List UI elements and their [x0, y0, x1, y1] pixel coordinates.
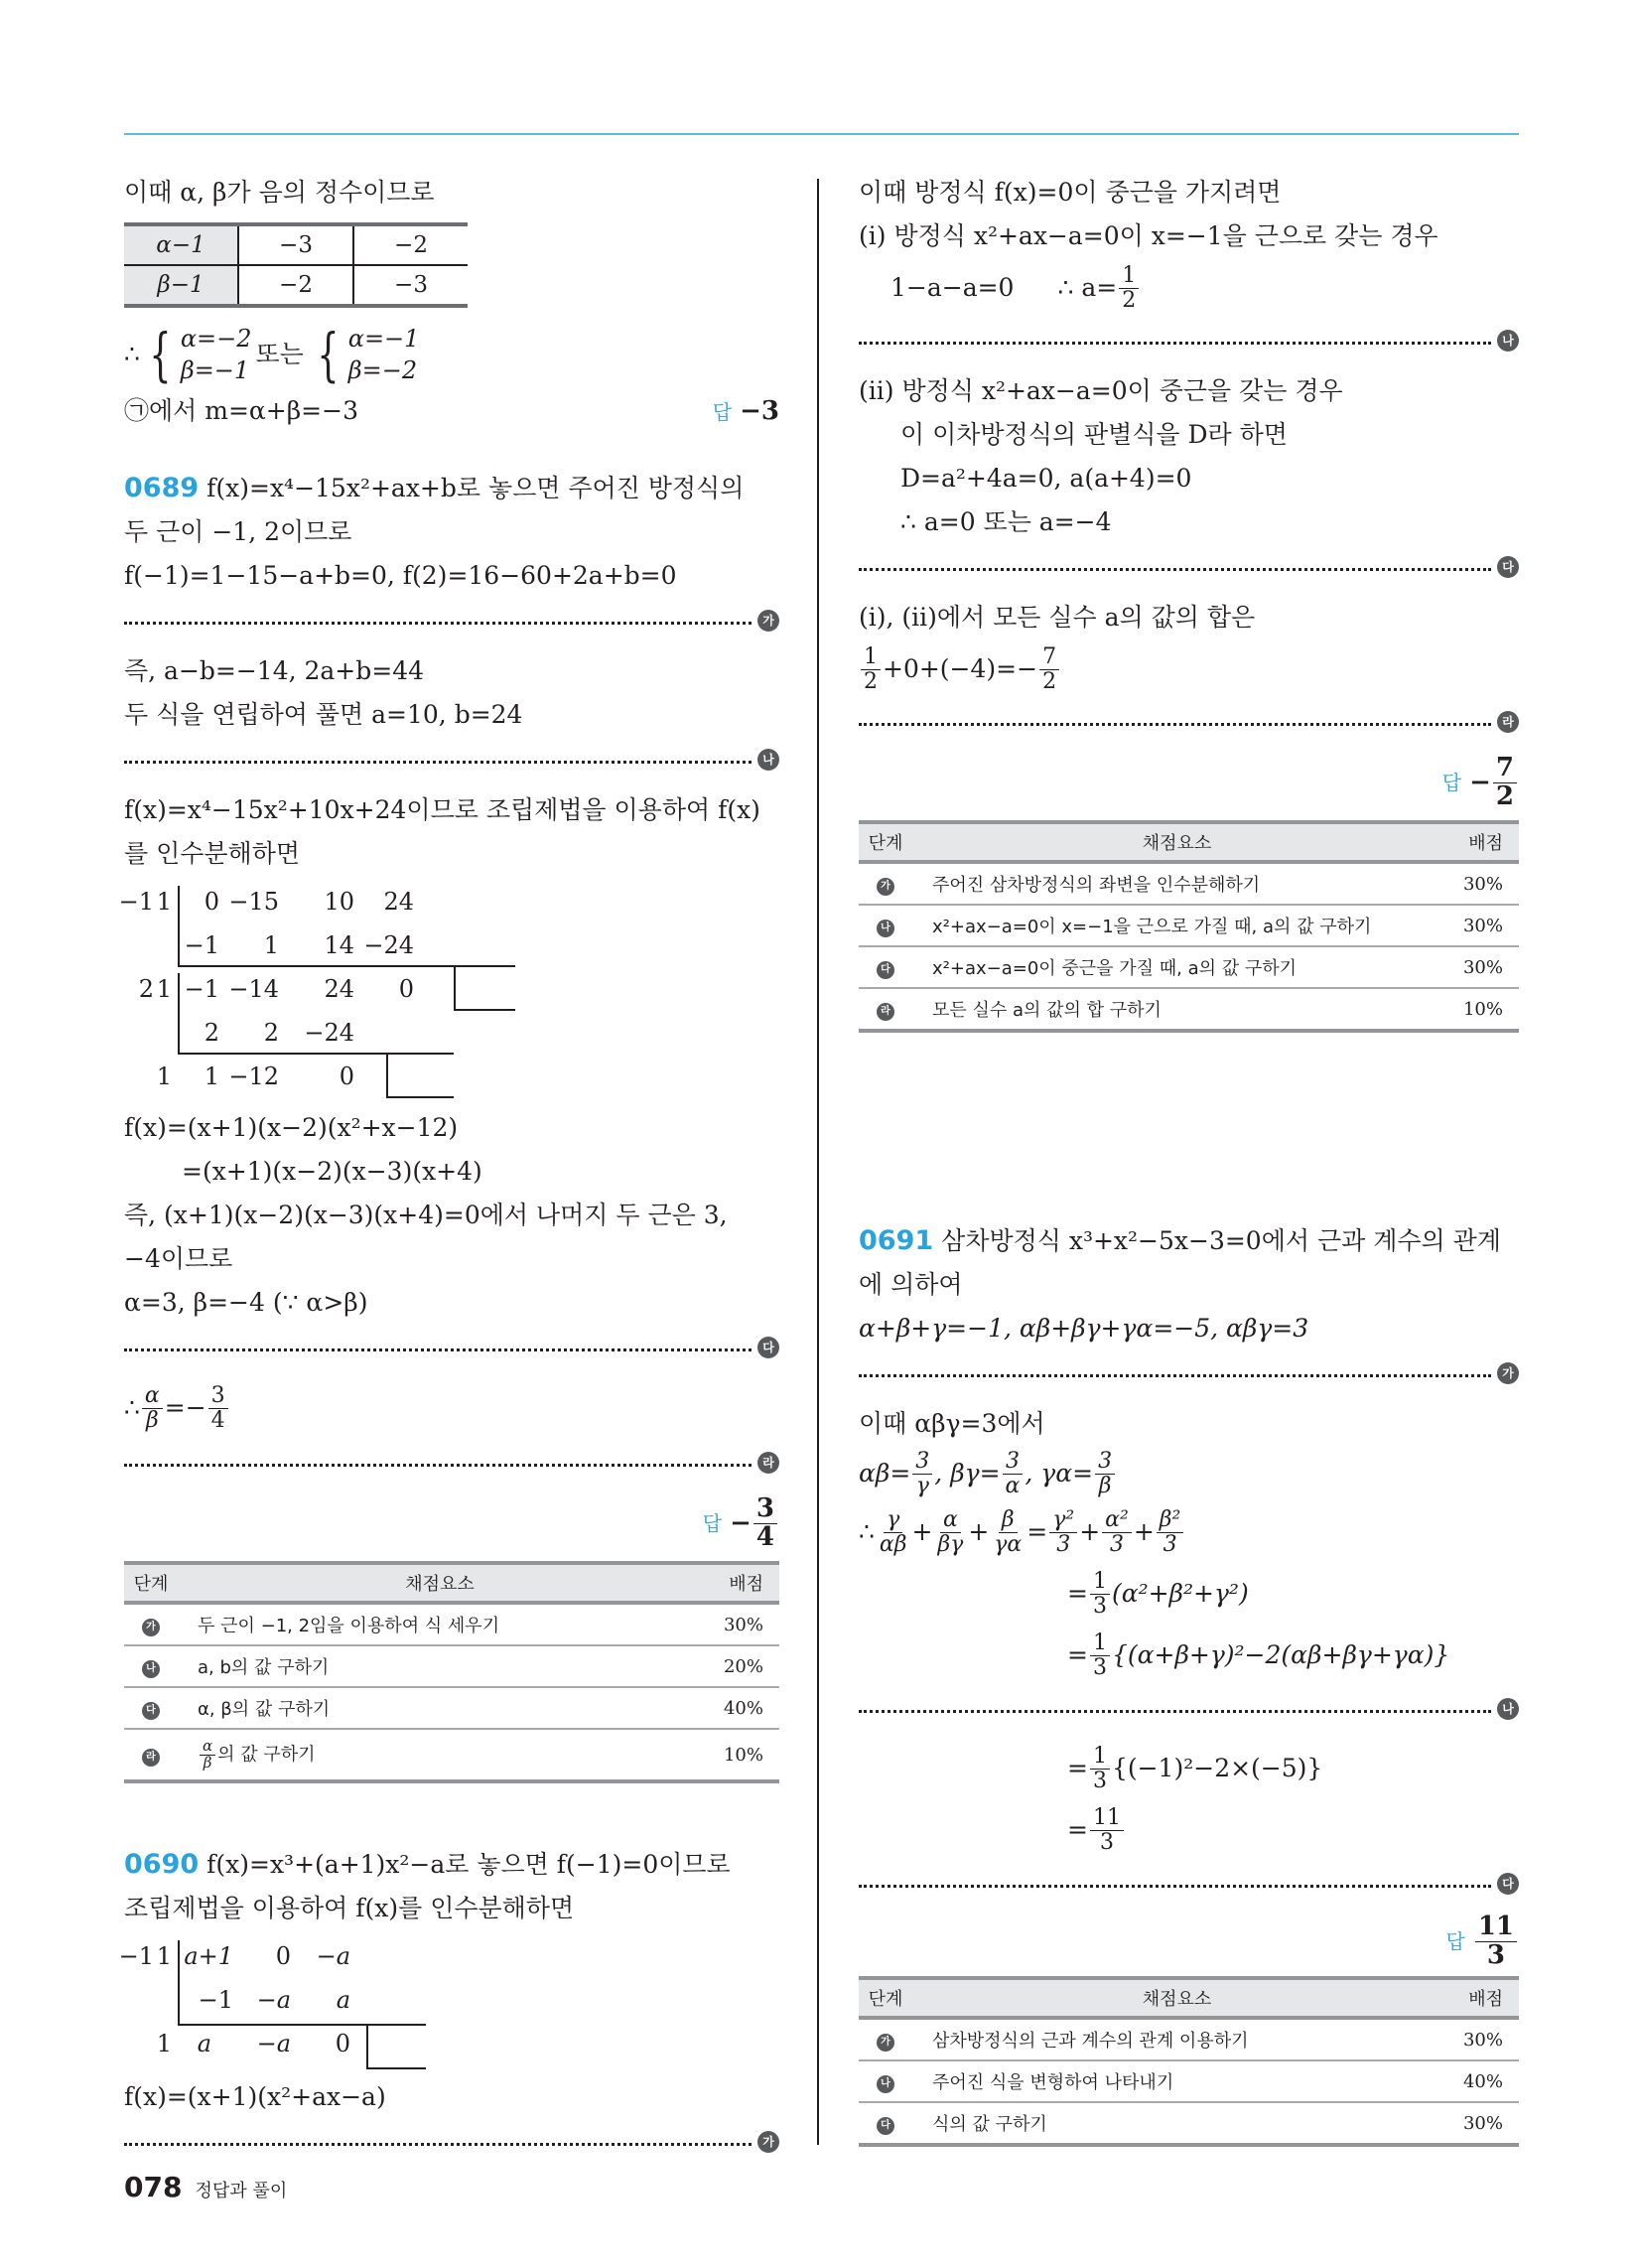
step-na-icon: 나 [877, 920, 894, 937]
table-row: 가 두 근이 −1, 2임을 이용하여 식 세우기 30% [124, 1603, 779, 1645]
text-line: 즉, (x+1)(x−2)(x−3)(x+4)=0에서 나머지 두 근은 3, [124, 1201, 728, 1229]
step-divider [859, 711, 1519, 737]
answer-0689: 답 − $\frac{3}{4}$ [124, 1491, 779, 1555]
step-ga-icon: 가 [877, 878, 894, 896]
equation-line: D=a²+4a=0, a(a+4)=0 [900, 464, 1192, 493]
table-row: α−1 −3 −2 [124, 224, 468, 265]
equation-line: = $\frac{1}{3}$ (α²+β²+γ²) [1067, 1569, 1249, 1619]
table-row: 가 주어진 삼차방정식의 좌변을 인수분해하기 30% [859, 862, 1519, 905]
text-line: 에 의하여 [859, 1270, 963, 1299]
step-ra-icon: 라 [1497, 711, 1519, 733]
step-ga-icon: 가 [757, 610, 779, 632]
step-da-icon: 다 [757, 1337, 779, 1358]
case-i: (i) 방정식 x²+ax−a=0이 x=−1을 근으로 갖는 경우 [859, 221, 1438, 250]
step-da-icon: 다 [142, 1702, 160, 1720]
step-divider [124, 1337, 779, 1362]
system-line: ∴ { α=−2 β=−1 또는 { α=−1 β=−2 [124, 321, 420, 388]
step-na-icon: 나 [877, 2075, 894, 2093]
text-line: 이 이차방정식의 판별식을 D라 하면 [900, 420, 1288, 449]
table-row: 라 모든 실수 a의 값의 합 구하기 10% [859, 988, 1519, 1031]
answer-0690: 답 − $\frac{7}{2}$ [859, 751, 1519, 814]
equation-line: α=3, β=−4 (∵ α>β) [124, 1288, 368, 1317]
problem-number: 0690 [124, 1849, 200, 1880]
step-da-icon: 다 [877, 2117, 894, 2135]
sum-fraction-line: ∴ $\frac{\gamma}{\alpha\beta}$ + $\frac{\alpha}{\beta\gamma}$ + $\frac{\beta}{\gamma\alpha}$ = $\frac{\text{γ²}}{3}$ + $\frac{\text{α²}}{3}$ + $\frac{\text{β²}}{3}$ [859, 1501, 1519, 1563]
text-line: (i), (ii)에서 모든 실수 a의 값의 합은 [859, 603, 1256, 632]
step-ga-icon: 가 [1497, 1362, 1519, 1384]
step-divider [859, 1362, 1519, 1388]
reciprocal-line: αβ= $\frac{3}{\gamma}$ , βγ= $\frac{3}{\alpha}$ , γα= $\frac{3}{\beta}$ [859, 1446, 1519, 1501]
step-ga-icon: 가 [757, 2131, 779, 2153]
text-line: −4이므로 [124, 1244, 233, 1273]
step-na-icon: 나 [1497, 330, 1519, 352]
page-footer [124, 2171, 287, 2203]
column-divider [817, 179, 819, 2145]
m-line: ㉠에서 m=α+β=−3 답 −3 [124, 389, 779, 433]
problem-number: 0689 [124, 473, 200, 503]
answer-0691: 답 $\frac{11}{3}$ [859, 1913, 1519, 1970]
step-divider [859, 330, 1519, 355]
text-line: f(x)=x⁴−15x²+10x+24이므로 조립제법을 이용하여 f(x) [124, 795, 760, 824]
answer-prev: 답 −3 [712, 396, 779, 426]
ratio-line: ∴ $\frac{\alpha}{\beta}$ =− $\frac{3}{4}$ [124, 1376, 779, 1440]
table-row: 가 삼차방정식의 근과 계수의 관계 이용하기 30% [859, 2018, 1519, 2060]
step-divider [124, 749, 779, 775]
case-ii: (ii) 방정식 x²+ax−a=0이 중근을 갖는 경우 [859, 376, 1343, 405]
text-line: 두 식을 연립하여 풀면 a=10, b=24 [124, 700, 523, 729]
step-na-icon: 나 [757, 749, 779, 771]
table-row: 다 x²+ax−a=0이 중근을 가질 때, a의 값 구하기 30% [859, 946, 1519, 988]
grading-table-0691: 단계 채점요소 배점 가 삼차방정식의 근과 계수의 관계 이용하기 30% 나 주어진 식을 변형하여 나타내기 40% 다 식의 값 구하기 30% [859, 1976, 1519, 2147]
problem-number: 0691 [859, 1225, 934, 1256]
table-row: β−1 −2 −3 [124, 265, 468, 306]
equation-line: ∴ a=0 또는 a=−4 [900, 507, 1112, 536]
system-2: { α=−1 β=−2 [317, 321, 420, 388]
step-ra-icon: 라 [877, 1003, 894, 1021]
table-row: 다 α, β의 값 구하기 40% [124, 1687, 779, 1729]
text-line: 두 근이 −1, 2이므로 [124, 517, 352, 546]
table-row: 나 a, b의 값 구하기 20% [124, 1645, 779, 1687]
equation-line: f(x)=(x+1)(x−2)(x²+x−12) [124, 1113, 459, 1142]
equation-line: f(−1)=1−15−a+b=0, f(2)=16−60+2a+b=0 [124, 561, 677, 590]
table-row: 다 식의 값 구하기 30% [859, 2102, 1519, 2145]
equation-line: = $\frac{1}{3}$ {(α+β+γ)²−2(αβ+βγ+γα)} [1067, 1630, 1450, 1680]
header-rule [124, 133, 1519, 135]
problem-0690-line1: 0690 f(x)=x³+(a+1)x²−a로 놓으면 f(−1)=0이므로 [124, 1849, 731, 1880]
page-number: 078 [124, 2171, 183, 2203]
equation-line: α+β+γ=−1, αβ+βγ+γα=−5, αβγ=3 [859, 1314, 1309, 1343]
equation-line: f(x)=(x+1)(x²+ax−a) [124, 2082, 386, 2111]
problem-0691-line1: 0691 삼차방정식 x³+x²−5x−3=0에서 근과 계수의 관계 [859, 1225, 1501, 1256]
left-column [118, 171, 779, 2171]
text-line: 조립제법을 이용하여 f(x)를 인수분해하면 [124, 1894, 575, 1922]
equation-line: = $\frac{11}{3}$ [859, 1799, 1519, 1861]
step-da-icon: 다 [877, 961, 894, 979]
synthetic-division-0689: −1 1 0 −15 10 24 −1 1 14 −24 2 1 −1 −14 24 0 2 2 −24 1 1 −12 0 [124, 880, 779, 1098]
problem-0689-line1: 0689 f(x)=x⁴−15x²+ax+b로 놓으면 주어진 방정식의 [124, 473, 745, 503]
step-divider [124, 610, 779, 636]
table-row: 라 $\frac{\alpha}{\beta}$ 의 값 구하기 10% [124, 1729, 779, 1781]
step-divider [124, 1452, 779, 1478]
step-ga-icon: 가 [877, 2034, 894, 2052]
step-na-icon: 나 [142, 1660, 160, 1678]
step-da-icon: 다 [1497, 556, 1519, 578]
text-line: 이때 방정식 f(x)=0이 중근을 가지려면 [859, 178, 1282, 207]
step-na-icon: 나 [1497, 1698, 1519, 1720]
step-ga-icon: 가 [142, 1619, 160, 1636]
equation-line: =(x+1)(x−2)(x−3)(x+4) [182, 1157, 482, 1186]
step-ra-icon: 라 [142, 1749, 160, 1767]
step-ra-icon: 라 [757, 1452, 779, 1474]
table-row: 나 x²+ax−a=0이 x=−1을 근으로 가질 때, a의 값 구하기 30% [859, 905, 1519, 946]
table-row: 나 주어진 식을 변형하여 나타내기 40% [859, 2060, 1519, 2102]
text-line: 이때 αβγ=3에서 [859, 1409, 1045, 1438]
grading-table-0690: 단계 채점요소 배점 가 주어진 삼차방정식의 좌변을 인수분해하기 30% 나 x²+ax−a=0이 x=−1을 근으로 가질 때, a의 값 구하기 30% 다 x²+ax−a=0이 중근을 가질 때, a의 값 구하기 30% 라 모든 실수 a의 값의 합 구하기 10% [859, 820, 1519, 1033]
step-divider [859, 1698, 1519, 1724]
equation-line: = $\frac{1}{3}$ {(−1)²−2×(−5)} [1067, 1744, 1323, 1793]
step-divider [124, 2131, 779, 2157]
equation-line: 즉, a−b=−14, 2a+b=44 [124, 656, 425, 685]
synthetic-division-0690: −1 1 a+1 0 −a −1 −a a 1 a −a 0 [124, 1934, 779, 2069]
step-divider [859, 556, 1519, 582]
right-column [859, 171, 1519, 2147]
value-table [124, 222, 468, 308]
text-line: 를 인수분해하면 [124, 839, 300, 868]
sum-line: $\frac{1}{2}$ +0+(−4)=− $\frac{7}{2}$ [859, 639, 1519, 699]
grading-table-0689: 단계 채점요소 배점 가 두 근이 −1, 2임을 이용하여 식 세우기 30% 나 a, b의 값 구하기 20% 다 α, β의 값 구하기 40% 라 $\frac{\alpha}{\beta}$ 의 값 구하기 10% [124, 1561, 779, 1783]
system-1: { α=−2 β=−1 [149, 321, 252, 388]
step-da-icon: 다 [1497, 1873, 1519, 1895]
intro-text: 이때 α, β가 음의 정수이므로 [124, 178, 435, 207]
section-title: 정답과 풀이 [195, 2181, 288, 2201]
step-divider [859, 1873, 1519, 1899]
case-i-solution: 1−a−a=0 ∴ a= $\frac{1}{2}$ [859, 258, 1519, 318]
